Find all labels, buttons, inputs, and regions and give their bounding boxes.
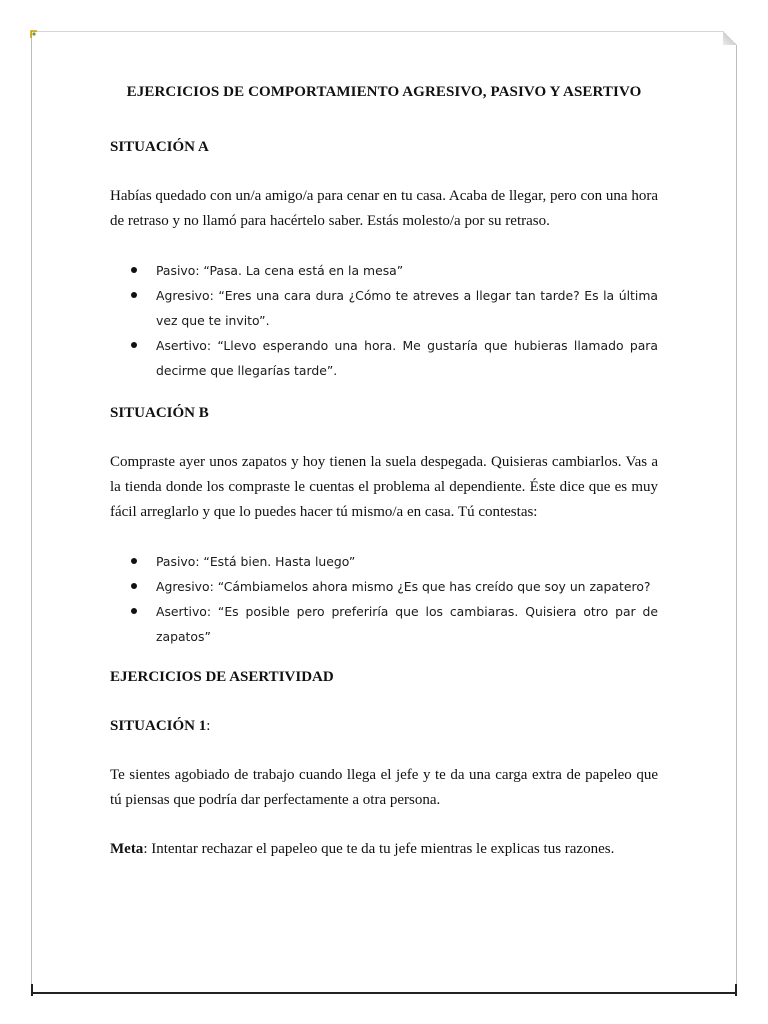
list-item: Pasivo: “Pasa. La cena está en la mesa” — [110, 258, 658, 283]
list-item: Asertivo: “Es posible pero preferiría que los cambiaras. Quisiera otro par de zapatos” — [110, 599, 658, 649]
situation-b-description: Compraste ayer unos zapatos y hoy tienen la suela despegada. Quisieras cambiarlos. Vas a la tienda donde los compraste le cuentas el problema al dependiente. Éste dice que es muy fácil arreglarlo y que lo puedes hacer tú mismo/a en casa. Tú contestas: — [110, 454, 658, 520]
bullet-icon — [131, 558, 137, 564]
bullet-icon — [131, 267, 137, 273]
situation-1-description: Te sientes agobiado de trabajo cuando llega el jefe y te da una carga extra de papeleo que tú piensas que podría dar perfectamente a otra persona. — [110, 767, 658, 808]
bullet-icon — [131, 608, 137, 614]
situation-b-heading: SITUACIÓN B — [110, 405, 209, 421]
situation-1-heading-line — [110, 714, 658, 739]
page-margin-tick-right — [735, 984, 737, 996]
situation-a-heading: SITUACIÓN A — [110, 139, 209, 155]
list-item: Asertivo: “Llevo esperando una hora. Me gustaría que hubieras llamado para decirme que llegarías tarde”. — [110, 333, 658, 383]
meta-line — [110, 837, 658, 862]
situation-1-colon: : — [206, 718, 211, 734]
bullet-icon — [131, 292, 137, 298]
bullet-icon — [131, 342, 137, 348]
assertiveness-heading: EJERCICIOS DE ASERTIVIDAD — [110, 669, 334, 685]
document-body — [110, 84, 658, 862]
situation-a-description: Habías quedado con un/a amigo/a para cenar en tu casa. Acaba de llegar, pero con una hora de retraso y no llamó para hacértelo saber. Estás molesto/a por su retraso. — [110, 188, 658, 229]
list-item: Pasivo: “Está bien. Hasta luego” — [110, 549, 658, 574]
meta-label: Meta — [110, 841, 144, 857]
situation-a-responses — [110, 258, 658, 383]
text-cursor-marker-icon — [29, 29, 39, 39]
list-item: Agresivo: “Cámbiamelos ahora mismo ¿Es que has creído que soy un zapatero? — [110, 574, 658, 599]
document-title: EJERCICIOS DE COMPORTAMIENTO AGRESIVO, PASIVO Y ASERTIVO — [126, 84, 642, 100]
meta-text: : Intentar rechazar el papeleo que te da tu jefe mientras le explicas tus razones. — [143, 841, 615, 857]
situation-b-responses — [110, 549, 658, 649]
page-margin-tick-left — [31, 984, 33, 996]
list-item: Agresivo: “Eres una cara dura ¿Cómo te atreves a llegar tan tarde? Es la última vez que te invito”. — [110, 283, 658, 333]
bullet-icon — [131, 583, 137, 589]
situation-1-heading: SITUACIÓN 1 — [110, 718, 207, 734]
page-corner-fold-icon — [723, 31, 737, 45]
